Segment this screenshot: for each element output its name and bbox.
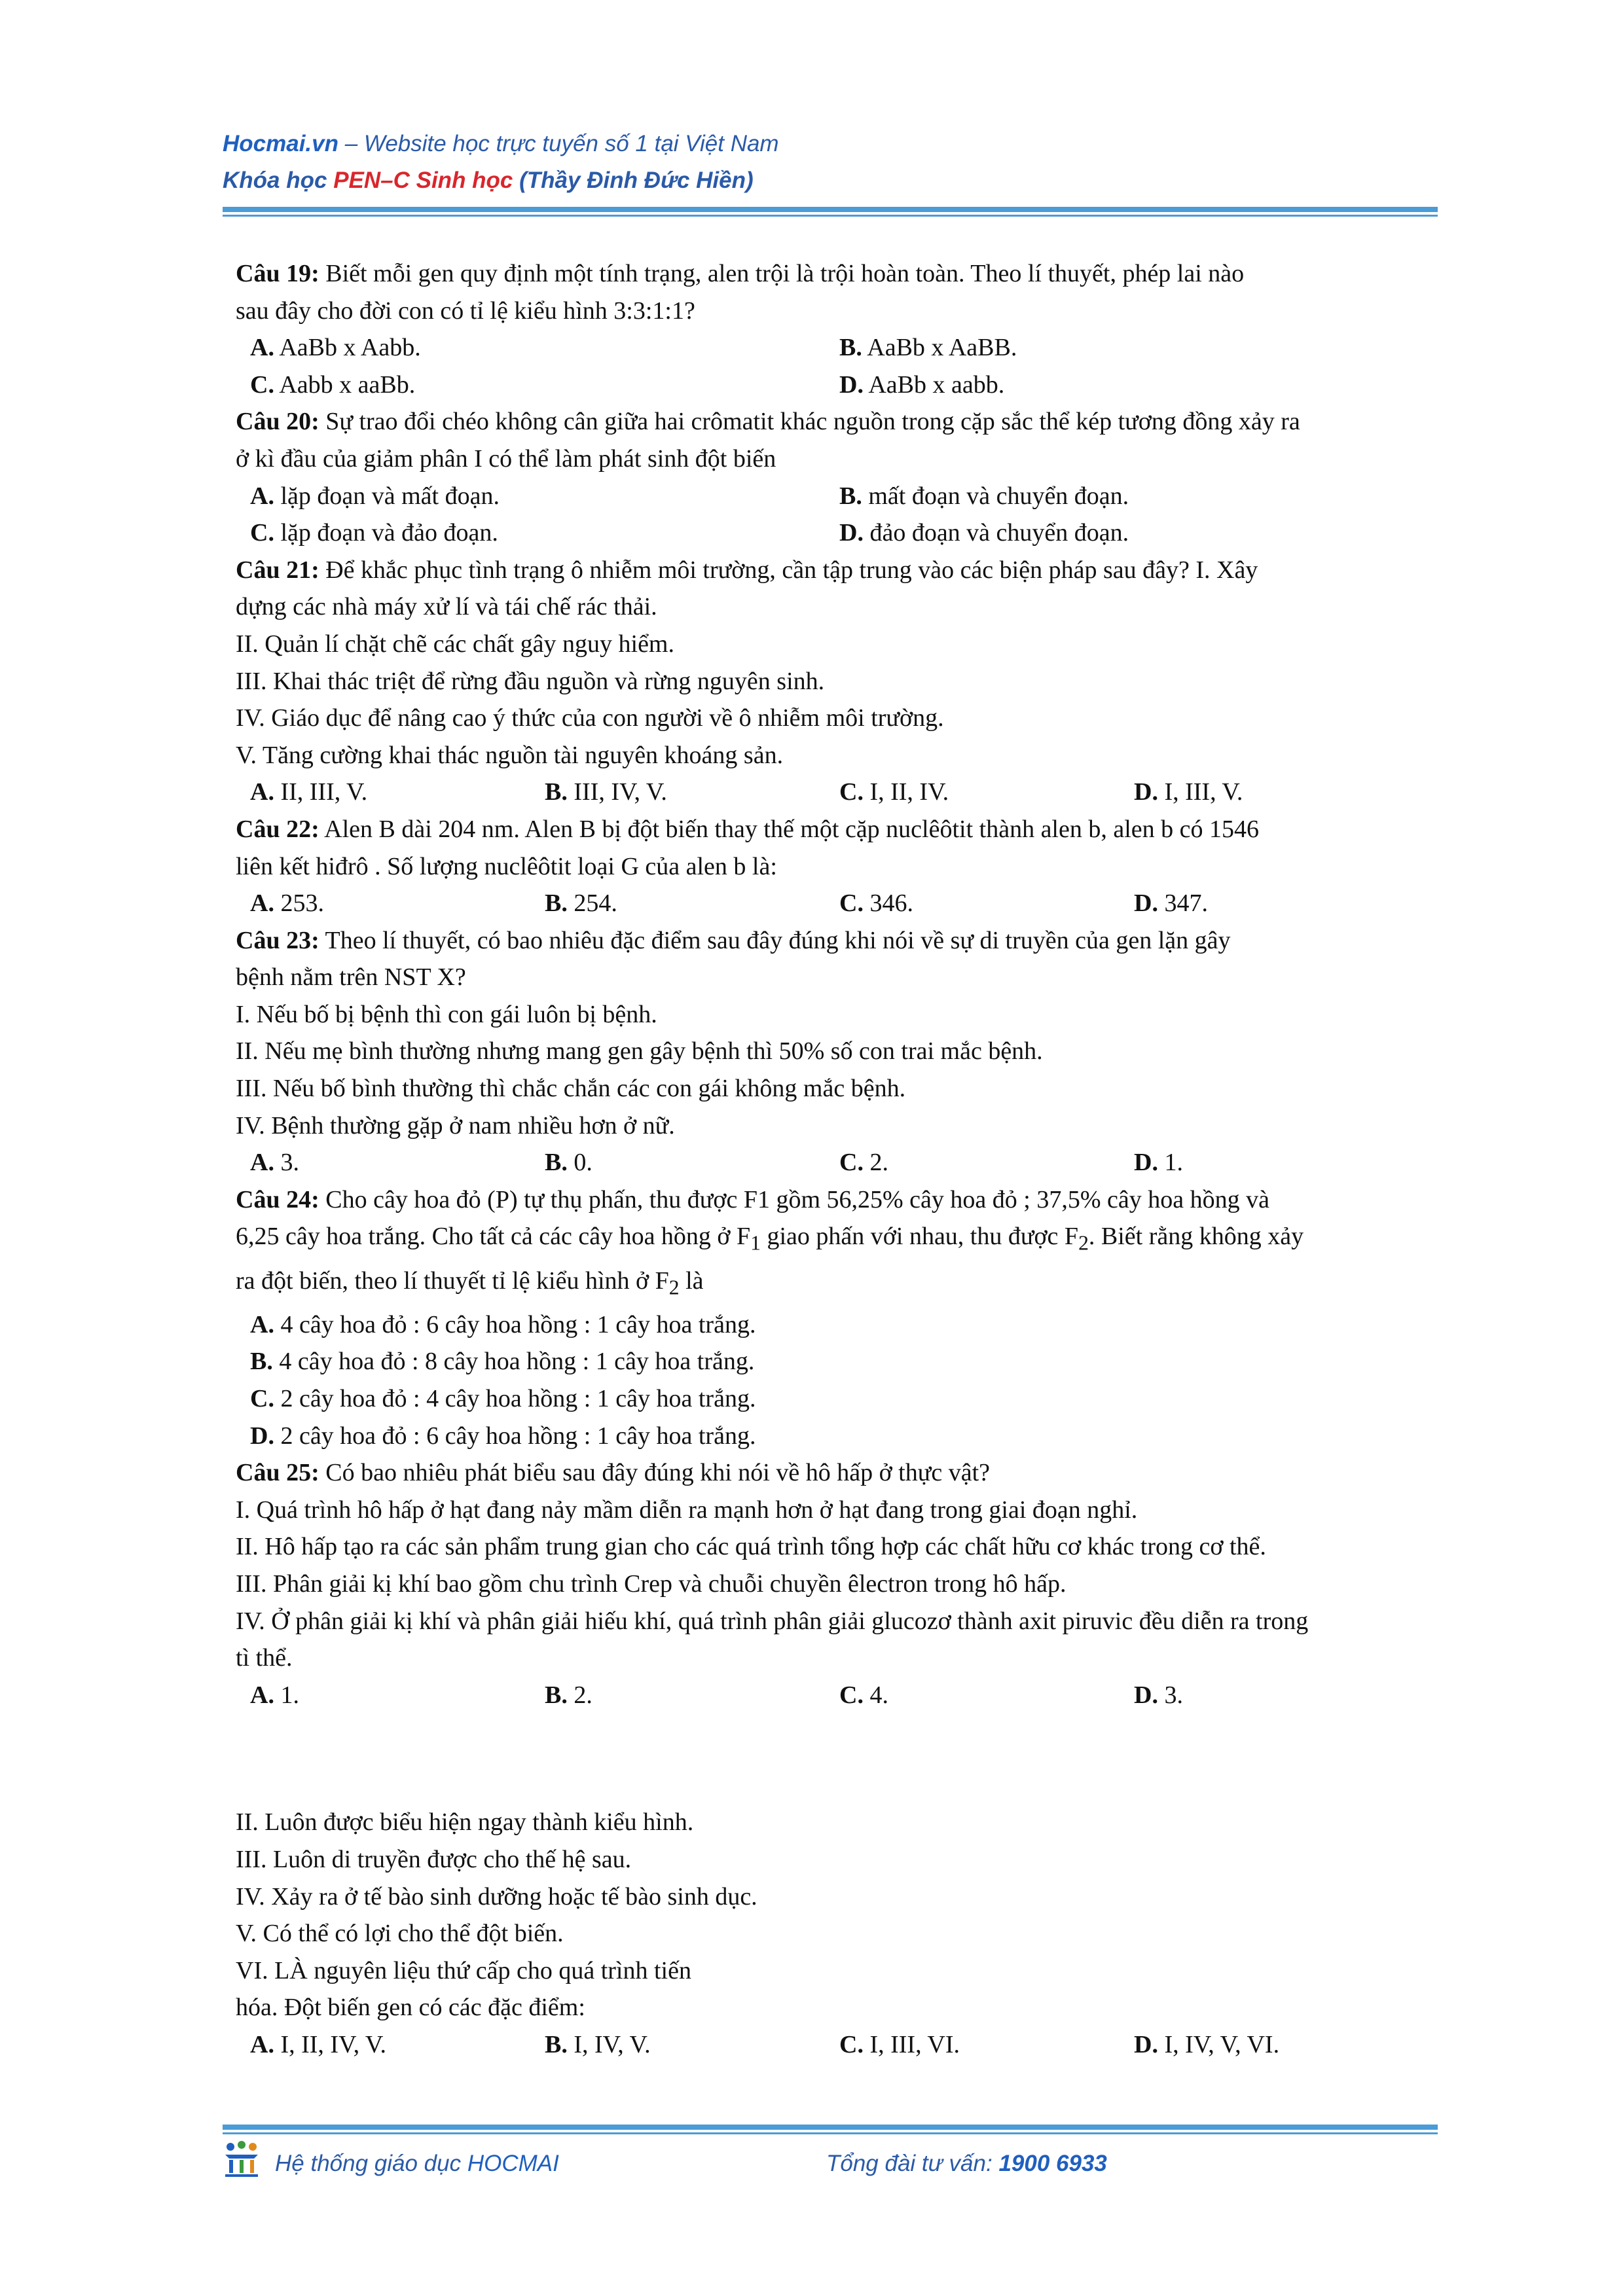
statement: IV. Ở phân giải kị khí và phân giải hiếu khí, quá trình phân giải glucozơ thành axit piruvic đều diễn ra trong [236,1607,1309,1635]
option-d[interactable]: D. 1. [1134,1149,1183,1177]
option-a[interactable]: A. 4 cây hoa đỏ : 6 cây hoa hồng : 1 cây hoa trắng. [250,1310,756,1338]
option-b[interactable]: B. I, IV, V. [545,2030,651,2058]
option-d[interactable]: D. I, III, V. [1134,778,1243,806]
option-b[interactable]: B. 0. [545,1149,593,1177]
question-text: Sự trao đổi chéo không cân giữa hai crômatit khác nguồn trong cặp sắc thể kép tương đồng xảy ra [319,408,1300,436]
hocmai-logo-icon [223,2140,261,2179]
question-21 [236,552,1447,589]
statement: I. Quá trình hô hấp ở hạt đang nảy mầm diễn ra mạnh hơn ở hạt đang trong giai đoạn nghỉ. [236,1496,1138,1524]
options-row [236,774,1447,811]
question-text-cont: 6,25 cây hoa trắng. Cho tất cả các cây hoa hồng ở $F_1$ giao phấn với nhau, thu được $F_2$. Biết rằng không xảy [236,1223,1304,1255]
option-a[interactable]: A. 253. [250,889,324,918]
statement-cont: tì thể. [236,1644,293,1672]
question-text: hóa. Đột biến gen có các đặc điểm: [236,1994,585,2022]
option-b[interactable]: B. III, IV, V. [545,778,667,806]
option-c[interactable]: C. I, II, IV. [839,778,949,806]
question-text: Biết mỗi gen quy định một tính trạng, alen trội là trội hoàn toàn. Theo lí thuyết, phép lai nào [319,260,1245,287]
question-23 [236,922,1447,960]
header-divider [223,207,1438,212]
statement: II. Nếu mẹ bình thường nhưng mang gen gây bệnh thì 50% số con trai mắc bệnh. [236,1037,1043,1066]
statement: IV. Giáo dục để nâng cao ý thức của con người về ô nhiễm môi trường. [236,704,944,732]
question-text-cont: sau đây cho đời con có tỉ lệ kiểu hình 3:3:1:1? [236,296,695,325]
spacer [236,1713,1447,1804]
question-number: Câu 23: [236,926,319,954]
footer-left-text: Hệ thống giáo dục [275,2151,467,2176]
option-d[interactable]: D. đảo đoạn và chuyển đoạn. [839,519,1129,547]
option-a[interactable]: A. 1. [250,1681,299,1709]
question-text-cont: liên kết hiđrô . Số lượng nuclêôtit loại G của alen b là: [236,852,777,880]
question-text: Có bao nhiêu phát biểu sau đây đúng khi nói về hô hấp ở thực vật? [319,1459,990,1487]
site-tagline: – Website học trực tuyến số 1 tại Việt Nam [338,131,779,156]
header-divider-thin [223,215,1438,217]
question-25 [236,1454,1447,1492]
statement: III. Nếu bố bình thường thì chắc chắn các con gái không mắc bệnh. [236,1075,906,1103]
footer-phone[interactable]: 1900 6933 [998,2151,1107,2176]
option-a[interactable]: A. II, III, V. [250,778,368,806]
footer-right [826,2151,1107,2177]
question-text: Cho cây hoa đỏ (P) tự thụ phấn, thu được F1 gồm 56,25% cây hoa đỏ ; 37,5% cây hoa hồng và [319,1185,1269,1213]
option-b[interactable]: B. 2. [545,1681,593,1709]
question-20 [236,403,1447,440]
question-number: Câu 22: [236,815,319,843]
site-name[interactable]: Hocmai.vn [223,131,338,156]
option-b[interactable]: B. AaBb x AaBB. [839,334,1017,362]
question-24 [236,1181,1447,1219]
question-text: Để khắc phục tình trạng ô nhiễm môi trường, cần tập trung vào các biện pháp sau đây? I. Xây [319,556,1258,584]
option-b[interactable]: B. 4 cây hoa đỏ : 8 cây hoa hồng : 1 cây hoa trắng. [250,1348,755,1376]
statement: VI. LÀ nguyên liệu thứ cấp cho quá trình tiến [236,1956,691,1984]
question-number: Câu 21: [236,556,319,584]
option-d[interactable]: D. 2 cây hoa đỏ : 6 cây hoa hồng : 1 cây hoa trắng. [250,1422,756,1450]
options-row [236,1144,1447,1181]
option-c[interactable]: C. 4. [839,1681,888,1709]
option-a[interactable]: A. 3. [250,1149,299,1177]
option-c[interactable]: C. Aabb x aaBb. [250,370,416,399]
course-teacher: (Thầy Đinh Đức Hiền) [513,168,754,193]
statement: V. Tăng cường khai thác nguồn tài nguyên khoáng sản. [236,741,784,769]
question-text-cont: bệnh nằm trên NST X? [236,963,466,992]
options-row [236,367,1447,404]
question-number: Câu 19: [236,260,319,287]
header-course-line [223,168,754,194]
question-text: Theo lí thuyết, có bao nhiêu đặc điểm sau đây đúng khi nói về sự di truyền của gen lặn gây [319,926,1231,954]
option-a[interactable]: A. lặp đoạn và mất đoạn. [250,482,500,510]
option-b[interactable]: B. 254. [545,889,617,918]
question-number: Câu 25: [236,1459,319,1487]
options-row [236,1677,1447,1714]
option-b[interactable]: B. mất đoạn và chuyển đoạn. [839,482,1129,510]
option-c[interactable]: C. 346. [839,889,913,918]
option-c[interactable]: C. 2. [839,1149,888,1177]
statement: II. Hô hấp tạo ra các sản phẩm trung gian cho các quá trình tổng hợp các chất hữu cơ khác trong cơ thể. [236,1533,1266,1561]
header-site-line [223,131,779,157]
footer-brand[interactable]: HOCMAI [467,2151,559,2176]
statement: I. Nếu bố bị bệnh thì con gái luôn bị bệnh. [236,1000,657,1028]
statement: III. Khai thác triệt để rừng đầu nguồn và rừng nguyên sinh. [236,667,825,695]
option-a[interactable]: A. AaBb x Aabb. [250,334,421,362]
question-number: Câu 20: [236,408,319,436]
option-a[interactable]: A. I, II, IV, V. [250,2030,386,2058]
option-c[interactable]: C. I, III, VI. [839,2030,960,2058]
question-text-cont: ở kì đầu của giảm phân I có thể làm phát sinh đột biến [236,444,776,473]
question-text: Alen B dài 204 nm. Alen B bị đột biến thay thế một cặp nuclêôtit thành alen b, alen b có 1546 [319,815,1260,843]
option-d[interactable]: D. AaBb x aabb. [839,370,1005,399]
option-c[interactable]: C. 2 cây hoa đỏ : 4 cây hoa hồng : 1 cây hoa trắng. [250,1385,756,1412]
question-22 [236,811,1447,848]
option-d[interactable]: D. I, IV, V, VI. [1134,2030,1280,2058]
question-number: Câu 24: [236,1185,319,1213]
footer-divider [223,2125,1438,2130]
options-row [236,478,1447,515]
statement: III. Phân giải kị khí bao gồm chu trình Crep và chuỗi chuyền êlectron trong hô hấp. [236,1570,1067,1598]
option-d[interactable]: D. 347. [1134,889,1208,918]
option-c[interactable]: C. lặp đoạn và đảo đoạn. [250,519,498,547]
footer-left [275,2151,559,2177]
course-prefix: Khóa học [223,168,334,193]
statement: IV. Xảy ra ở tế bào sinh dưỡng hoặc tế bào sinh dục. [236,1882,757,1910]
options-row [236,885,1447,922]
option-d[interactable]: D. 3. [1134,1681,1183,1709]
question-19 [236,255,1447,293]
footer-right-text: Tổng đài tư vấn: [826,2151,999,2176]
footer-divider-thin [223,2132,1438,2134]
statement: II. Luôn được biểu hiện ngay thành kiểu hình. [236,1808,694,1837]
options-row [236,2026,1447,2064]
options-row [236,329,1447,367]
statement: II. Quản lí chặt chẽ các chất gây nguy hiểm. [236,630,674,658]
statement: V. Có thể có lợi cho thể đột biến. [236,1920,564,1948]
question-text-cont: ra đột biến, theo lí thuyết tỉ lệ kiểu hình ở $F_2$ là [236,1266,704,1299]
exam-content [236,255,1447,2064]
question-text-cont: dựng các nhà máy xử lí và tái chế rác thải. [236,593,657,621]
statement: III. Luôn di truyền được cho thế hệ sau. [236,1845,632,1873]
course-name: PEN–C Sinh học [333,168,513,193]
statement: IV. Bệnh thường gặp ở nam nhiều hơn ở nữ. [236,1111,675,1139]
options-row [236,514,1447,552]
